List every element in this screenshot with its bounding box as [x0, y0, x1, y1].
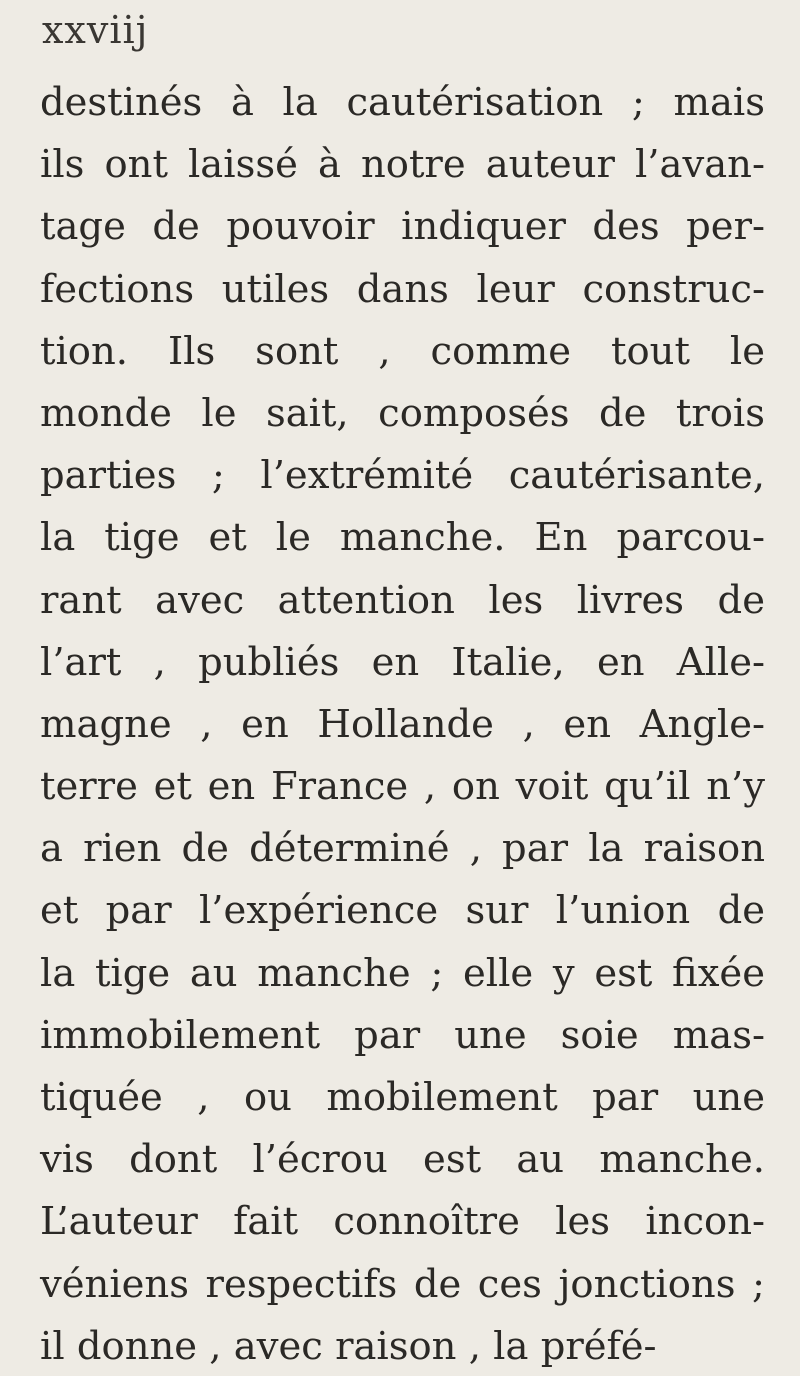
- text-line: immobilement par une soie mas-: [40, 1012, 765, 1058]
- text-line: ils ont laissé à notre auteur l’avan-: [40, 142, 765, 188]
- page-number: xxviij: [42, 8, 149, 52]
- text-line: tage de pouvoir indiquer des per-: [40, 204, 765, 250]
- text-line: vis dont l’écrou est au manche.: [40, 1137, 765, 1183]
- text-line: il donne , avec raison , la préfé-: [40, 1323, 657, 1369]
- text-line: destinés à la cautérisation ; mais: [40, 80, 765, 125]
- text-line: la tige au manche ; elle y est fixée: [40, 950, 765, 996]
- text-line: parties ; l’extrémité cautérisante,: [40, 453, 765, 499]
- text-line: L’auteur fait connoître les incon-: [40, 1199, 765, 1245]
- text-line: a rien de déterminé , par la raison: [40, 826, 765, 872]
- text-line: fections utiles dans leur construc-: [40, 266, 765, 312]
- text-line: l’art , publiés en Italie, en Alle-: [40, 639, 765, 685]
- text-line: magne , en Hollande , en Angle-: [40, 701, 765, 747]
- text-line: tion. Ils sont , comme tout le: [40, 328, 765, 374]
- text-line: véniens respectifs de ces jonctions ;: [40, 1261, 765, 1307]
- text-line: rant avec attention les livres de: [40, 577, 765, 623]
- text-line: terre et en France , on voit qu’il n’y: [40, 764, 765, 810]
- text-line: et par l’expérience sur l’union de: [40, 888, 765, 934]
- text-line: la tige et le manche. En parcou-: [40, 515, 765, 561]
- text-line: monde le sait, composés de trois: [40, 390, 765, 436]
- body-text: [40, 72, 765, 1376]
- text-line: tiquée , ou mobilement par une: [40, 1075, 765, 1120]
